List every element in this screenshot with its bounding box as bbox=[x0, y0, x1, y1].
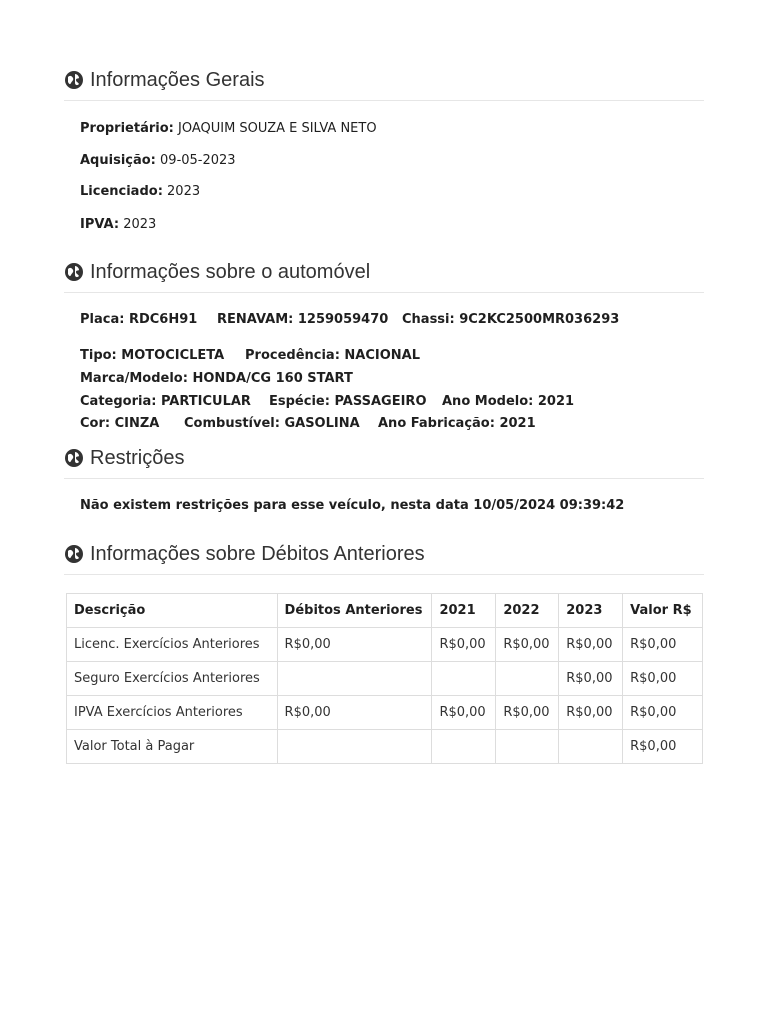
table-cell: R$0,00 bbox=[559, 662, 623, 696]
column-header: 2021 bbox=[432, 594, 496, 628]
table-cell: Licenc. Exercícios Anteriores bbox=[67, 628, 278, 662]
table-cell: R$0,00 bbox=[623, 662, 703, 696]
table-cell: R$0,00 bbox=[623, 628, 703, 662]
table-header-row bbox=[67, 594, 703, 628]
table-cell: Seguro Exercícios Anteriores bbox=[67, 662, 278, 696]
field-procedencia: Procedência: NACIONAL bbox=[245, 348, 421, 363]
field-licenciado bbox=[80, 184, 200, 200]
field-value: JOAQUIM SOUZA E SILVA NETO bbox=[177, 121, 377, 136]
table-cell: R$0,00 bbox=[432, 696, 496, 730]
table-cell bbox=[496, 730, 559, 764]
section-title-text: Informações sobre o automóvel bbox=[90, 261, 371, 283]
table-cell: R$0,00 bbox=[623, 696, 703, 730]
table-cell bbox=[432, 730, 496, 764]
field-ipva bbox=[80, 217, 156, 233]
field-value: 2023 bbox=[123, 217, 157, 232]
table-cell bbox=[277, 662, 432, 696]
field-placa: Placa: RDC6H91 bbox=[80, 312, 198, 327]
table-cell bbox=[277, 730, 432, 764]
field-cor: Cor: CINZA bbox=[80, 416, 160, 431]
globe-icon bbox=[64, 70, 84, 90]
section-title-text: Restrições bbox=[90, 447, 185, 469]
table-row bbox=[67, 696, 703, 730]
globe-icon bbox=[64, 448, 84, 468]
table-row bbox=[67, 628, 703, 662]
column-header: 2023 bbox=[559, 594, 623, 628]
field-label: Licenciado: bbox=[80, 184, 163, 199]
table-cell: IPVA Exercícios Anteriores bbox=[67, 696, 278, 730]
table-cell: R$0,00 bbox=[559, 696, 623, 730]
field-categoria: Categoria: PARTICULAR bbox=[80, 394, 251, 409]
field-value: 09-05-2023 bbox=[160, 153, 236, 168]
section-title-automovel bbox=[64, 260, 704, 284]
field-proprietario bbox=[80, 121, 377, 137]
field-chassi: Chassi: 9C2KC2500MR036293 bbox=[402, 312, 620, 327]
column-header: Valor R$ bbox=[623, 594, 703, 628]
table-cell: R$0,00 bbox=[496, 628, 559, 662]
table-row bbox=[67, 730, 703, 764]
column-header: Descrição bbox=[67, 594, 278, 628]
table-cell: R$0,00 bbox=[277, 696, 432, 730]
globe-icon bbox=[64, 262, 84, 282]
field-tipo: Tipo: MOTOCICLETA bbox=[80, 348, 225, 363]
section-title-debitos bbox=[64, 542, 704, 566]
field-especie: Espécie: PASSAGEIRO bbox=[269, 394, 427, 409]
field-value: 2023 bbox=[167, 184, 201, 199]
field-label: Aquisição: bbox=[80, 153, 156, 168]
field-label: Proprietário: bbox=[80, 121, 174, 136]
section-title-text: Informações sobre Débitos Anteriores bbox=[90, 543, 425, 565]
column-header: Débitos Anteriores bbox=[277, 594, 432, 628]
restricoes-message: Não existem restrições para esse veículo, nesta data 10/05/2024 09:39:42 bbox=[80, 498, 625, 513]
table-row bbox=[67, 662, 703, 696]
divider bbox=[64, 100, 704, 101]
field-marca-modelo: Marca/Modelo: HONDA/CG 160 START bbox=[80, 371, 353, 386]
table-cell: R$0,00 bbox=[623, 730, 703, 764]
table-cell: R$0,00 bbox=[496, 696, 559, 730]
column-header: 2022 bbox=[496, 594, 559, 628]
table-cell: R$0,00 bbox=[559, 628, 623, 662]
table-cell bbox=[432, 662, 496, 696]
globe-icon bbox=[64, 544, 84, 564]
field-combustivel: Combustível: GASOLINA bbox=[184, 416, 360, 431]
divider bbox=[64, 292, 704, 293]
field-renavam: RENAVAM: 1259059470 bbox=[217, 312, 389, 327]
table-cell bbox=[559, 730, 623, 764]
field-label: IPVA: bbox=[80, 217, 120, 232]
field-ano-modelo: Ano Modelo: 2021 bbox=[442, 394, 575, 409]
section-title-text: Informações Gerais bbox=[90, 69, 265, 91]
table-cell: R$0,00 bbox=[432, 628, 496, 662]
table-cell bbox=[496, 662, 559, 696]
divider bbox=[64, 478, 704, 479]
field-aquisicao bbox=[80, 153, 236, 169]
divider bbox=[64, 574, 704, 575]
section-title-informacoes-gerais bbox=[64, 68, 704, 92]
field-ano-fabricacao: Ano Fabricação: 2021 bbox=[378, 416, 536, 431]
table-cell: Valor Total à Pagar bbox=[67, 730, 278, 764]
section-title-restricoes bbox=[64, 446, 704, 470]
debitos-table bbox=[66, 593, 703, 764]
table-cell: R$0,00 bbox=[277, 628, 432, 662]
